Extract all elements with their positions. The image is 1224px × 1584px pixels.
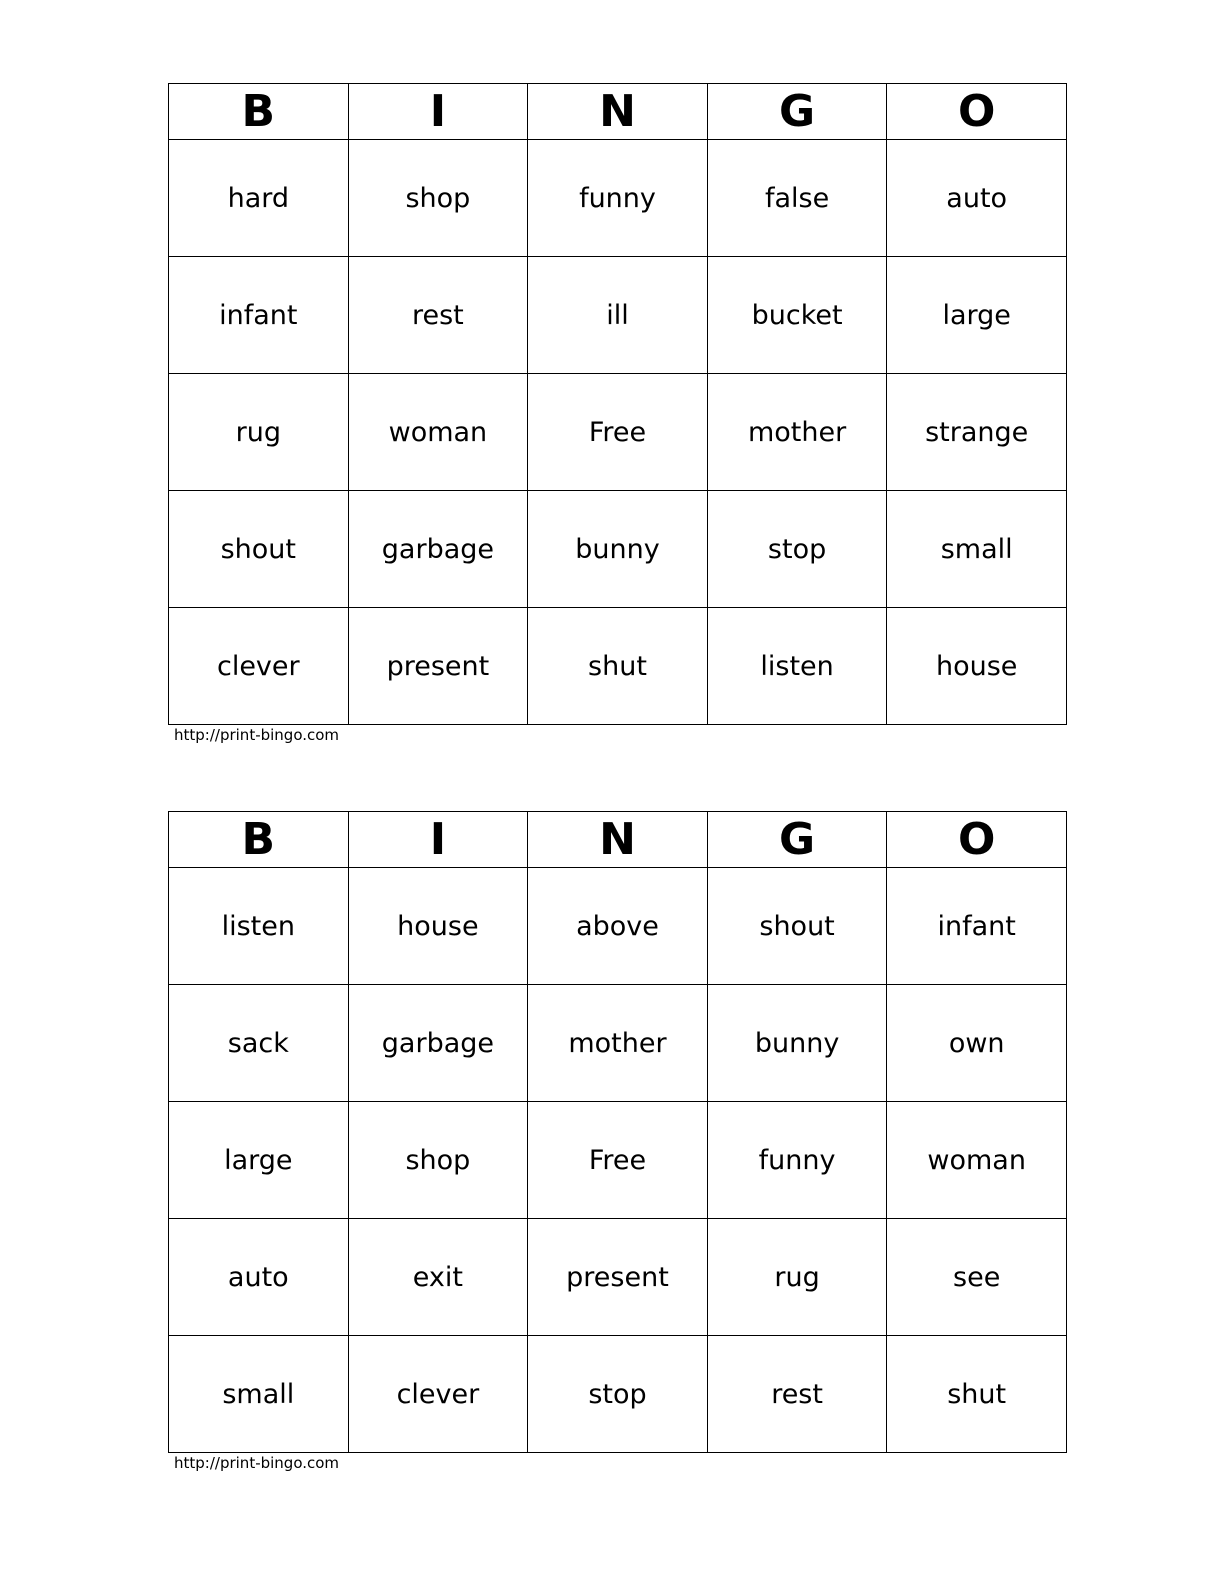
header-letter-b: B: [169, 812, 349, 868]
grid-cell: present: [348, 608, 528, 725]
header-letter-o: O: [887, 812, 1067, 868]
header-letter-o: O: [887, 84, 1067, 140]
grid-cell: house: [348, 868, 528, 985]
bingo-grid: [168, 83, 1067, 725]
grid-cell: shut: [528, 608, 708, 725]
grid-row: [169, 491, 1067, 608]
grid-cell: strange: [887, 374, 1067, 491]
grid-cell: rug: [169, 374, 349, 491]
grid-cell: ill: [528, 257, 708, 374]
free-space-cell: Free: [528, 1102, 708, 1219]
grid-row: [169, 1336, 1067, 1453]
header-letter-b: B: [169, 84, 349, 140]
grid-row: [169, 868, 1067, 985]
grid-row: [169, 1102, 1067, 1219]
header-letter-g: G: [707, 812, 887, 868]
grid-cell: woman: [348, 374, 528, 491]
grid-row: [169, 374, 1067, 491]
grid-cell: own: [887, 985, 1067, 1102]
grid-cell: bunny: [528, 491, 708, 608]
grid-cell: clever: [348, 1336, 528, 1453]
grid-cell: listen: [169, 868, 349, 985]
grid-cell: funny: [528, 140, 708, 257]
bingo-card-2: [168, 811, 1067, 1472]
bingo-card-1: [168, 83, 1067, 744]
header-row: [169, 84, 1067, 140]
header-letter-g: G: [707, 84, 887, 140]
grid-cell: bunny: [707, 985, 887, 1102]
header-row: [169, 812, 1067, 868]
grid-cell: shout: [707, 868, 887, 985]
grid-cell: hard: [169, 140, 349, 257]
grid-cell: woman: [887, 1102, 1067, 1219]
grid-row: [169, 140, 1067, 257]
grid-cell: stop: [707, 491, 887, 608]
grid-cell: shop: [348, 140, 528, 257]
bingo-grid: [168, 811, 1067, 1453]
grid-cell: present: [528, 1219, 708, 1336]
grid-row: [169, 1219, 1067, 1336]
grid-cell: shout: [169, 491, 349, 608]
grid-cell: rest: [707, 1336, 887, 1453]
grid-cell: infant: [169, 257, 349, 374]
grid-cell: large: [887, 257, 1067, 374]
footer-url: http://print-bingo.com: [174, 726, 340, 744]
grid-cell: mother: [707, 374, 887, 491]
grid-cell: rug: [707, 1219, 887, 1336]
grid-cell: garbage: [348, 985, 528, 1102]
grid-cell: exit: [348, 1219, 528, 1336]
grid-cell: false: [707, 140, 887, 257]
grid-cell: auto: [887, 140, 1067, 257]
header-letter-n: N: [528, 84, 708, 140]
grid-cell: sack: [169, 985, 349, 1102]
grid-cell: rest: [348, 257, 528, 374]
grid-cell: large: [169, 1102, 349, 1219]
grid-cell: auto: [169, 1219, 349, 1336]
grid-cell: garbage: [348, 491, 528, 608]
grid-cell: clever: [169, 608, 349, 725]
grid-cell: stop: [528, 1336, 708, 1453]
grid-cell: small: [169, 1336, 349, 1453]
grid-row: [169, 608, 1067, 725]
grid-cell: small: [887, 491, 1067, 608]
grid-cell: above: [528, 868, 708, 985]
grid-cell: shop: [348, 1102, 528, 1219]
footer-url: http://print-bingo.com: [174, 1454, 340, 1472]
free-space-cell: Free: [528, 374, 708, 491]
header-letter-n: N: [528, 812, 708, 868]
grid-cell: see: [887, 1219, 1067, 1336]
grid-cell: mother: [528, 985, 708, 1102]
header-letter-i: I: [348, 812, 528, 868]
grid-cell: bucket: [707, 257, 887, 374]
grid-cell: funny: [707, 1102, 887, 1219]
grid-cell: listen: [707, 608, 887, 725]
grid-row: [169, 985, 1067, 1102]
header-letter-i: I: [348, 84, 528, 140]
grid-cell: shut: [887, 1336, 1067, 1453]
grid-cell: house: [887, 608, 1067, 725]
grid-row: [169, 257, 1067, 374]
grid-cell: infant: [887, 868, 1067, 985]
